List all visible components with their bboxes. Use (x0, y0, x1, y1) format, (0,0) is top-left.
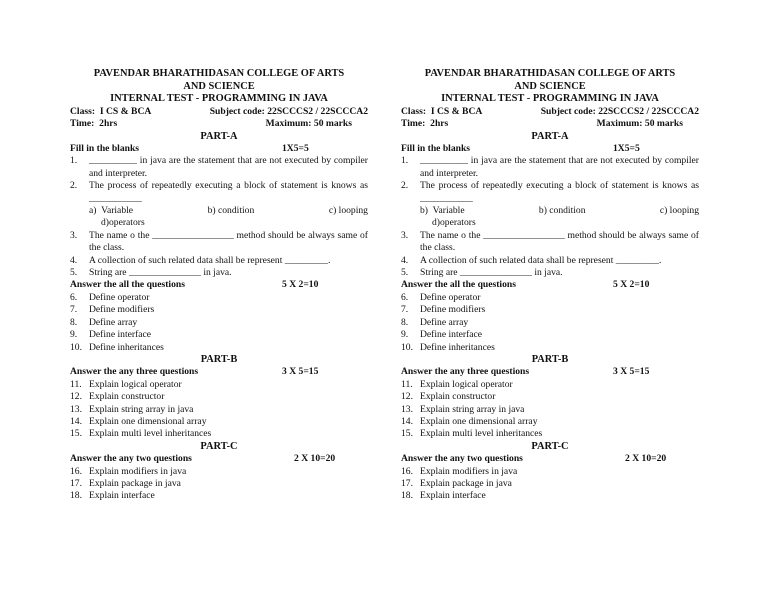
question-number: 14. (401, 415, 413, 427)
max-info (597, 118, 683, 130)
time-label: Time: (70, 118, 95, 130)
question-number: 8. (401, 316, 409, 328)
question-text: A collection of such related data shall be represent _________. (89, 254, 331, 266)
question-options (401, 205, 699, 230)
question-text: Explain constructor (420, 391, 496, 403)
question-number: 9. (70, 329, 78, 341)
class-label: Class: (70, 105, 96, 117)
question-number: 13. (70, 403, 82, 415)
question-item (401, 416, 699, 428)
question-text: Explain one dimensional array (420, 415, 538, 427)
question-text: Define operator (420, 291, 481, 303)
question-paper-right (401, 68, 699, 503)
question-item (70, 230, 368, 255)
question-number: 2. (70, 180, 78, 192)
question-text: Explain constructor (89, 391, 165, 403)
class-info (70, 106, 151, 118)
question-number: 10. (401, 341, 413, 353)
question-item (401, 478, 699, 490)
answer-all-marks: 5 X 2=10 (282, 279, 319, 291)
subject-value: 22SCCCS2 / 22SCCCA2 (598, 105, 699, 117)
question-item (401, 342, 699, 354)
question-number: 3. (401, 229, 409, 241)
subject-label: Subject code: (209, 105, 265, 117)
question-item (70, 342, 368, 354)
question-item (70, 478, 368, 490)
question-item (70, 255, 368, 267)
question-number: 12. (401, 391, 413, 403)
question-text: Define modifiers (89, 304, 155, 316)
time-value: 2hrs (430, 118, 449, 130)
option-operators: d)operators (101, 217, 145, 229)
part-c-list (401, 466, 699, 503)
question-text: Explain modifiers in java (420, 465, 518, 477)
question-text: Explain logical operator (420, 378, 513, 390)
question-text: Explain modifiers in java (89, 465, 187, 477)
max-value: 50 marks (313, 118, 352, 130)
question-item (401, 379, 699, 391)
two-questions-heading (401, 453, 699, 465)
time-value: 2hrs (99, 118, 118, 130)
question-number: 7. (401, 304, 409, 316)
option-condition: b) condition (538, 205, 586, 217)
class-value: I CS & BCA (430, 105, 483, 117)
part-b-list (401, 379, 699, 441)
question-item (401, 329, 699, 341)
option-a-prefix: b) (420, 205, 428, 217)
question-text: Explain string array in java (420, 403, 525, 415)
option-looping: c) looping (659, 205, 699, 217)
question-text: Explain one dimensional array (89, 415, 207, 427)
question-number: 17. (70, 477, 82, 489)
class-row (70, 106, 368, 118)
test-title: INTERNAL TEST - PROGRAMMING IN JAVA (110, 93, 328, 105)
answer-all-label: Answer the all the questions (70, 279, 185, 291)
question-number: 1. (70, 155, 78, 167)
question-item (70, 304, 368, 316)
time-row (401, 118, 699, 130)
question-text: A collection of such related data shall be represent _________. (420, 254, 662, 266)
three-questions-heading (401, 366, 699, 378)
subject-label: Subject code: (540, 105, 596, 117)
test-title: INTERNAL TEST - PROGRAMMING IN JAVA (441, 93, 659, 105)
two-questions-marks: 2 X 10=20 (625, 453, 667, 465)
three-questions-heading (70, 366, 368, 378)
question-text: __________ in java are the statement that are not executed by compiler and interpreter. (89, 155, 368, 179)
class-info (401, 106, 482, 118)
question-item (70, 180, 368, 205)
question-text: Explain package in java (420, 477, 512, 489)
part-c-list (70, 466, 368, 503)
answer-all-heading (70, 279, 368, 291)
question-number: 4. (401, 254, 409, 266)
question-number: 1. (401, 155, 409, 167)
max-value: 50 marks (644, 118, 683, 130)
question-paper-left (70, 68, 368, 503)
max-info (266, 118, 352, 130)
two-questions-marks: 2 X 10=20 (294, 453, 336, 465)
question-number: 5. (401, 267, 409, 279)
three-questions-label: Answer the any three questions (70, 366, 199, 378)
option-operators: d)operators (432, 217, 476, 229)
question-item (401, 317, 699, 329)
question-text: Define array (89, 316, 138, 328)
part-b-list (70, 379, 368, 441)
question-item (401, 304, 699, 316)
question-text: String are _______________ in java. (89, 267, 232, 279)
question-text: Define inheritances (89, 341, 164, 353)
college-name: PAVENDAR BHARATHIDASAN COLLEGE OF ARTS (93, 68, 345, 79)
option-variable: Variable (432, 205, 465, 217)
time-row (70, 118, 368, 130)
college-name-line2: AND SCIENCE (183, 80, 255, 92)
question-item (401, 180, 699, 205)
time-info (70, 118, 117, 130)
question-item (70, 490, 368, 502)
class-value: I CS & BCA (99, 105, 152, 117)
question-item (70, 155, 368, 180)
part-b-heading: PART-B (531, 353, 569, 365)
part-a-define-list (401, 292, 699, 354)
question-number: 17. (401, 477, 413, 489)
fill-blanks-heading (70, 143, 368, 155)
question-number: 13. (401, 403, 413, 415)
question-number: 4. (70, 254, 78, 266)
question-item (70, 416, 368, 428)
question-number: 16. (401, 465, 413, 477)
question-number: 8. (70, 316, 78, 328)
question-item (70, 428, 368, 440)
fill-blanks-label: Fill in the blanks (401, 143, 471, 154)
question-item (70, 329, 368, 341)
part-a-fill-list (401, 155, 699, 279)
three-questions-marks: 3 X 5=15 (613, 366, 650, 378)
two-questions-label: Answer the any two questions (70, 453, 192, 465)
part-a-fill-list (70, 155, 368, 279)
two-questions-heading (70, 453, 368, 465)
part-b-heading: PART-B (200, 353, 238, 365)
question-text: String are _______________ in java. (420, 267, 563, 279)
question-text: Explain package in java (89, 477, 181, 489)
class-row (401, 106, 699, 118)
fill-blanks-marks: 1X5=5 (282, 143, 309, 154)
question-text: The name o the _________________ method should be always same of the class. (89, 229, 368, 254)
question-number: 12. (70, 391, 82, 403)
question-item (401, 230, 699, 255)
question-text: Explain interface (420, 490, 486, 502)
college-name: PAVENDAR BHARATHIDASAN COLLEGE OF ARTS (424, 68, 676, 79)
question-item (401, 155, 699, 180)
question-item (70, 404, 368, 416)
question-item (401, 267, 699, 279)
two-questions-label: Answer the any two questions (401, 453, 523, 465)
question-item (401, 466, 699, 478)
part-a-define-list (70, 292, 368, 354)
question-options (70, 205, 368, 230)
question-text: The process of repeatedly executing a block of statement is knows as ___________ (89, 180, 368, 204)
question-item (401, 428, 699, 440)
question-number: 10. (70, 341, 82, 353)
question-text: The process of repeatedly executing a block of statement is knows as ___________ (420, 180, 699, 204)
question-number: 9. (401, 329, 409, 341)
option-a-prefix: a) (89, 205, 97, 217)
question-item (70, 379, 368, 391)
question-number: 15. (401, 428, 413, 440)
option-variable: Variable (101, 205, 134, 217)
question-text: Explain logical operator (89, 378, 182, 390)
question-number: 7. (70, 304, 78, 316)
fill-blanks-marks: 1X5=5 (613, 143, 640, 154)
question-number: 6. (70, 291, 78, 303)
option-looping: c) looping (328, 205, 368, 217)
question-text: Define interface (89, 329, 152, 341)
three-questions-marks: 3 X 5=15 (282, 366, 319, 378)
part-a-heading: PART-A (200, 130, 238, 142)
fill-blanks-heading (401, 143, 699, 155)
question-item (70, 292, 368, 304)
question-text: Define modifiers (420, 304, 486, 316)
time-info (401, 118, 448, 130)
subject-info (210, 106, 368, 118)
subject-info (541, 106, 699, 118)
question-item (70, 317, 368, 329)
part-c-heading: PART-C (531, 440, 569, 452)
question-text: Define inheritances (420, 341, 495, 353)
answer-all-heading (401, 279, 699, 291)
class-label: Class: (401, 105, 427, 117)
question-item (70, 267, 368, 279)
question-text: Define array (420, 316, 469, 328)
question-number: 2. (401, 180, 409, 192)
max-label: Maximum: (596, 118, 643, 130)
question-number: 18. (401, 490, 413, 502)
question-number: 11. (70, 378, 82, 390)
question-number: 18. (70, 490, 82, 502)
question-item (70, 466, 368, 478)
subject-value: 22SCCCS2 / 22SCCCA2 (267, 105, 368, 117)
question-text: Define interface (420, 329, 483, 341)
question-text: Explain string array in java (89, 403, 194, 415)
question-number: 16. (70, 465, 82, 477)
max-label: Maximum: (265, 118, 312, 130)
answer-all-label: Answer the all the questions (401, 279, 516, 291)
question-item (401, 255, 699, 267)
question-text: __________ in java are the statement that are not executed by compiler and interpreter. (420, 155, 699, 179)
question-number: 5. (70, 267, 78, 279)
answer-all-marks: 5 X 2=10 (613, 279, 650, 291)
question-text: Explain interface (89, 490, 155, 502)
question-item (401, 490, 699, 502)
question-number: 14. (70, 415, 82, 427)
question-text: Explain multi level inheritances (89, 428, 212, 440)
question-text: The name o the _________________ method should be always same of the class. (420, 229, 699, 254)
question-item (401, 404, 699, 416)
question-number: 15. (70, 428, 82, 440)
question-number: 6. (401, 291, 409, 303)
college-name-line2: AND SCIENCE (514, 80, 586, 92)
question-number: 3. (70, 229, 78, 241)
question-item (401, 292, 699, 304)
time-label: Time: (401, 118, 426, 130)
three-questions-label: Answer the any three questions (401, 366, 530, 378)
question-text: Explain multi level inheritances (420, 428, 543, 440)
fill-blanks-label: Fill in the blanks (70, 143, 140, 154)
question-text: Define operator (89, 291, 150, 303)
question-item (70, 391, 368, 403)
option-condition: b) condition (207, 205, 255, 217)
part-c-heading: PART-C (200, 440, 238, 452)
question-number: 11. (401, 378, 413, 390)
question-item (401, 391, 699, 403)
part-a-heading: PART-A (531, 130, 569, 142)
